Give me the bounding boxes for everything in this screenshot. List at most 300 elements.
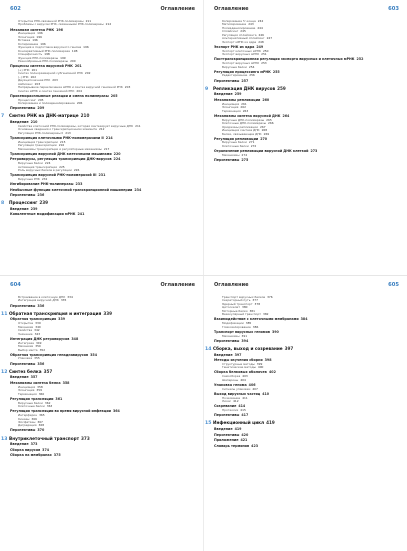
- entry-page-number: 368: [38, 423, 45, 428]
- entry-title: Интеграза: [18, 340, 34, 345]
- subsection-entry: [214, 388, 399, 391]
- running-head-title: Оглавление: [160, 6, 195, 12]
- entry-page-number: 339: [58, 317, 66, 322]
- subsection-entry: [214, 66, 399, 69]
- running-head-title: Оглавление: [214, 6, 249, 12]
- entry-page-number: 224: [113, 157, 121, 162]
- spread-lower: [0, 275, 407, 550]
- entry-title: Механизмы синтеза белка: [10, 380, 61, 385]
- entry-title: Двухцепочечная РНК: [18, 78, 51, 83]
- entry-page-number: 385: [245, 321, 252, 326]
- entry-title: Непрерывное переключение мРНК и синтез вирусной геномной РНК: [18, 85, 123, 90]
- subsection-entry: [214, 53, 399, 56]
- entry-page-number: 376: [267, 295, 273, 299]
- section-entry: [214, 434, 399, 438]
- entry-page-number: 198: [44, 52, 50, 57]
- entry-page-number: 204: [76, 88, 82, 93]
- entry-page-number: 348: [71, 336, 79, 341]
- entry-title: Функция РНК-полимеразы: [18, 55, 59, 60]
- entry-title: Фосфатазы: [18, 419, 36, 424]
- subsection-entry: [10, 349, 195, 352]
- subsection-entry: [214, 154, 399, 157]
- entry-page-number: 205: [110, 93, 118, 98]
- page-number: 603: [388, 6, 399, 12]
- entry-title: Необычные функции клеточной транскрипционной машинерии: [10, 187, 133, 192]
- entry-title: Транскрипция вирусной РНК-полимеразой III: [10, 173, 97, 178]
- entry-page-number: 254: [248, 64, 255, 69]
- entry-page-number: 264: [282, 113, 290, 118]
- entry-title: Клеточные белки: [18, 404, 45, 409]
- entry-title: Экспорт мРНК из ядра: [222, 39, 257, 44]
- section-entry: [214, 93, 399, 97]
- entry-page-number: 419: [234, 427, 242, 432]
- entry-page-number: 196: [83, 45, 89, 50]
- entry-title: Везикулярный транспорт: [222, 312, 261, 317]
- running-head-title: Оглавление: [214, 282, 249, 288]
- entry-page-number: 367: [37, 419, 43, 424]
- entry-page-number: 357: [30, 375, 38, 380]
- entry-title: Введение: [214, 427, 233, 432]
- entry-page-number: 196: [56, 27, 63, 32]
- entry-title: Ковалентные модификации мРНК: [10, 212, 76, 217]
- entry-page-number: 214: [105, 135, 113, 140]
- entry-title: Экспорт РНК из ядра: [214, 44, 255, 49]
- entry-title: Методы изучения сборки: [214, 358, 263, 363]
- entry-page-number: 211: [135, 123, 141, 128]
- entry-page-number: 380: [242, 305, 248, 310]
- chapter-number: 9: [205, 86, 209, 92]
- entry-page-number: 355: [34, 356, 40, 361]
- entry-page-number: 245: [240, 29, 246, 34]
- entry-title: Перспективы: [10, 361, 36, 366]
- entry-page-number: 203: [52, 78, 58, 83]
- entry-page-number: 354: [90, 352, 98, 357]
- entry-title: Активация транскрипции: [18, 164, 58, 169]
- entry-page-number: 246: [258, 32, 264, 37]
- entry-page-number: 196: [32, 38, 38, 43]
- entry-page-number: 398: [264, 358, 272, 363]
- entry-page-number: 266: [268, 121, 274, 126]
- entry-title: Перспективы: [214, 157, 240, 162]
- entry-page-number: 417: [241, 413, 249, 418]
- entry-page-number: 382: [262, 312, 269, 317]
- chapter-entry: [1, 368, 195, 375]
- entry-title: Обратная транскрипция гепаднавирусов: [10, 352, 89, 357]
- entry-page-number: 339: [35, 321, 41, 326]
- entry-title: Гликозилирование: [222, 324, 251, 329]
- entry-title: Механизм: [18, 324, 34, 329]
- entry-title: Секреторный путь: [222, 298, 251, 303]
- entry-title: (+) РНК: [18, 67, 30, 72]
- subsection-entry: [10, 60, 195, 63]
- entry-title: Почкование: [222, 395, 241, 400]
- entry-title: Механизмы: [222, 152, 240, 157]
- entry-title: Элонгация: [222, 105, 239, 110]
- section-entry: [10, 107, 195, 111]
- entry-page-number: 202: [30, 74, 37, 79]
- entry-page-number: 370: [37, 428, 45, 433]
- section-entry: [10, 305, 195, 309]
- entry-page-number: 210: [80, 113, 90, 119]
- entry-page-number: 236: [37, 193, 45, 198]
- entry-title: Процессы синтеза вирусной РНК: [10, 64, 73, 69]
- entry-page-number: 362: [44, 400, 51, 405]
- chapter-number: 11: [1, 311, 8, 317]
- entry-page-number: 239: [39, 200, 49, 206]
- toc-list: [205, 19, 399, 163]
- entry-title: Упаковка: [18, 356, 33, 361]
- entry-title: Транспорт вирусных белков: [222, 295, 266, 299]
- entry-page-number: 256: [249, 73, 255, 78]
- entry-title: Ориджины репликации: [222, 124, 259, 129]
- subsection-entry: [214, 400, 399, 403]
- entry-page-number: 386: [252, 324, 259, 329]
- entry-title: Регуляция трансляции: [10, 396, 54, 401]
- chapter-entry: [205, 345, 399, 352]
- entry-title: Вирусные белки: [222, 64, 247, 69]
- entry-page-number: 359: [36, 388, 42, 393]
- chapter-number: 8: [1, 201, 5, 207]
- entry-title: Транскрипция вирусной ДНК клеточными машинами: [10, 151, 112, 156]
- section-entry: [10, 153, 195, 157]
- section-entry: [214, 354, 399, 358]
- entry-page-number: 397: [284, 345, 294, 351]
- entry-page-number: 358: [37, 384, 43, 389]
- section-entry: [10, 429, 195, 433]
- entry-title: Экспорт клеточных мРНК: [222, 48, 261, 53]
- section-entry: [214, 439, 399, 443]
- entry-page-number: 402: [269, 370, 276, 375]
- entry-title: Инициация синтеза ДНК: [222, 128, 260, 133]
- entry-page-number: 196: [36, 34, 42, 39]
- entry-title: Специфичность: [18, 52, 43, 57]
- entry-page-number: 209: [37, 106, 45, 111]
- entry-page-number: 374: [42, 447, 50, 452]
- entry-page-number: 226: [73, 168, 80, 173]
- entry-title: Процессинг: [9, 200, 38, 206]
- entry-page-number: 275: [241, 157, 249, 162]
- section-entry: [10, 443, 195, 447]
- entry-title: Белки, связывающие ДНК: [222, 131, 262, 136]
- subsection-entry: [10, 299, 195, 302]
- entry-title: Сигналы упаковки: [222, 386, 251, 391]
- entry-page-number: 403: [242, 374, 248, 379]
- entry-page-number: 271: [248, 140, 255, 145]
- entry-page-number: 357: [43, 368, 53, 374]
- entry-page-number: 263: [242, 108, 249, 113]
- toc-list: [1, 19, 195, 217]
- entry-page-number: 239: [30, 206, 38, 211]
- entry-page-number: 215: [59, 139, 66, 144]
- entry-title: Проблемы с вирусом РНК, связанными РНК-полимеразы: [18, 22, 104, 27]
- entry-title: Кэпирование и полиаденилирование: [18, 101, 75, 106]
- chapter-number: 12: [1, 369, 8, 375]
- entry-title: Лизис: [222, 399, 232, 404]
- entry-title: Вирусные белки: [18, 161, 43, 166]
- entry-page-number: 216: [58, 143, 65, 148]
- entry-title: Встраивание в клеточную ДНК: [18, 295, 66, 299]
- chapter-entry: [1, 310, 195, 317]
- entry-page-number: 394: [241, 338, 249, 343]
- entry-title: Значение: [18, 331, 33, 336]
- entry-page-number: 247: [266, 36, 273, 41]
- entry-page-number: 352: [39, 347, 46, 352]
- entry-page-number: 257: [241, 78, 249, 83]
- subsection-entry: [10, 178, 195, 181]
- running-head: [10, 6, 195, 15]
- subsection-entry: [10, 357, 195, 360]
- entry-page-number: 242: [257, 19, 264, 23]
- section-entry: [10, 454, 195, 458]
- entry-page-number: 252: [356, 57, 364, 62]
- entry-title: Сборка, выход и созревание: [213, 345, 283, 351]
- entry-page-number: 343: [34, 331, 41, 336]
- entry-title: Синтез мРНК и синтез геномной РНК: [18, 88, 75, 93]
- subsection-entry: [214, 335, 399, 338]
- subsection-entry: [10, 424, 195, 427]
- entry-title: Прокеморасплывные реакции и смена полимеразы: [10, 93, 109, 98]
- section-entry: [214, 428, 399, 432]
- subsection-entry: [214, 379, 399, 382]
- subsection-entry: [214, 313, 399, 316]
- entry-page-number: 421: [240, 438, 248, 443]
- subsection-entry: [10, 132, 195, 135]
- entry-page-number: 196: [40, 41, 46, 46]
- entry-page-number: 261: [241, 101, 247, 106]
- entry-title: Внутриклеточный транспорт: [9, 435, 79, 441]
- entry-title: Клеточные ДНК-полимеразы: [222, 121, 267, 126]
- subsection-entry: [214, 110, 399, 113]
- entry-title: Перспективы: [214, 78, 240, 83]
- entry-page-number: 334: [67, 295, 73, 299]
- entry-page-number: 400: [257, 365, 264, 370]
- entry-page-number: 361: [55, 396, 63, 401]
- section-entry: [10, 208, 195, 212]
- entry-title: Инициация транскрипции: [18, 139, 58, 144]
- section-entry: [10, 183, 195, 187]
- chapter-entry: [1, 200, 195, 207]
- entry-page-number: 373: [30, 442, 38, 447]
- entry-title: Перспективы: [10, 193, 36, 198]
- entry-title: Ограничение репликации вирусной ДНК клеткой: [214, 148, 309, 153]
- entry-page-number: 244: [257, 25, 263, 30]
- entry-title: Структурные методы: [222, 361, 255, 366]
- entry-page-number: 267: [260, 124, 266, 129]
- entry-title: Элонгация: [18, 388, 35, 393]
- entry-title: Сборка на мембранах: [10, 453, 52, 458]
- entry-page-number: 404: [240, 377, 246, 382]
- entry-page-number: 407: [252, 386, 258, 391]
- entry-page-number: 241: [77, 212, 85, 217]
- entry-page-number: 210: [30, 120, 38, 125]
- entry-title: Приложение: [214, 438, 239, 443]
- entry-title: Механизмы синтеза вирусной ДНК: [214, 113, 281, 118]
- entry-title: Инфекционный цикл: [213, 420, 265, 426]
- entry-title: Вирусные РНК: [18, 177, 40, 182]
- entry-title: Регуляция РНК-полимеразы II: [18, 130, 64, 135]
- entry-page-number: 397: [234, 352, 242, 357]
- entry-title: Киназы: [18, 416, 30, 421]
- entry-title: Выход вирусных частиц: [214, 391, 261, 396]
- entry-page-number: 212: [105, 22, 112, 27]
- entry-title: Интерферон: [18, 413, 38, 418]
- subsection-entry: [214, 326, 399, 329]
- entry-title: Перспективы: [214, 432, 240, 437]
- entry-page-number: 378: [254, 301, 261, 306]
- subsection-entry: [10, 23, 195, 26]
- entry-page-number: 339: [103, 310, 113, 316]
- chapter-entry: [205, 85, 399, 92]
- entry-page-number: 366: [31, 416, 37, 421]
- subsection-entry: [214, 145, 399, 148]
- entry-title: Терминация: [222, 108, 241, 113]
- entry-page-number: 349: [35, 340, 42, 345]
- entry-title: Введение: [10, 442, 29, 447]
- entry-page-number: 260: [262, 97, 270, 102]
- entry-page-number: 384: [300, 317, 308, 322]
- entry-page-number: 248: [258, 39, 264, 44]
- subsection-entry: [10, 90, 195, 93]
- entry-page-number: 269: [263, 131, 270, 136]
- section-entry: [10, 376, 195, 380]
- entry-title: Введение: [214, 92, 233, 97]
- entry-page-number: 217: [103, 146, 110, 151]
- entry-title: Вирусные ДНК-полимеразы: [222, 117, 265, 122]
- chapter-number: 15: [205, 421, 212, 427]
- subsection-entry: [214, 74, 399, 77]
- chapter-number: 13: [1, 436, 8, 442]
- section-entry: [10, 213, 195, 217]
- entry-title: Открытие РНК-связанной РНК-полимеразы: [18, 19, 84, 23]
- entry-page-number: 373: [81, 435, 90, 441]
- entry-title: Генетические методы: [222, 365, 256, 370]
- toc-list: [205, 295, 399, 448]
- section-entry: [10, 189, 195, 193]
- entry-page-number: 206: [76, 101, 83, 106]
- entry-page-number: 251: [261, 52, 267, 57]
- entry-title: Клеточные белки: [222, 143, 249, 148]
- entry-title: Альтернативный сплайсинг: [222, 36, 265, 41]
- entry-title: Репликация ДНК вирусов: [213, 85, 276, 91]
- entry-page-number: 411: [242, 395, 248, 400]
- entry-title: Протеолиз: [222, 408, 239, 413]
- entry-title: Механизм: [18, 344, 34, 349]
- subsection-entry: [214, 41, 399, 44]
- entry-title: Инициация: [18, 31, 36, 36]
- entry-page-number: 336: [37, 303, 45, 308]
- entry-page-number: 274: [241, 152, 248, 157]
- entry-page-number: 364: [112, 409, 120, 414]
- entry-page-number: 415: [240, 408, 246, 413]
- entry-title: Перспективы: [10, 106, 36, 111]
- entry-title: Основные сведения о транскрипционном элементе: [18, 127, 97, 132]
- entry-title: Обратная транскрипция и интеграция: [9, 310, 102, 316]
- subsection-entry: [10, 393, 195, 396]
- entry-page-number: 205: [38, 97, 44, 102]
- section-entry: [214, 159, 399, 163]
- entry-title: Вирусные белки: [18, 400, 43, 405]
- entry-page-number: 420: [241, 432, 249, 437]
- entry-page-number: 253: [261, 61, 267, 66]
- subsection-entry: [10, 405, 195, 408]
- toc-page: [0, 276, 203, 551]
- entry-page-number: 342: [34, 328, 40, 333]
- entry-page-number: 225: [59, 164, 65, 169]
- entry-title: Роль вирусных белков в регуляции: [18, 168, 72, 173]
- entry-page-number: 213: [65, 130, 71, 135]
- entry-title: Свойства клеточной РНК-полимеразы, которая синтезирует вирусные ДНК: [18, 123, 134, 128]
- entry-title: Обратная транскрипция: [10, 317, 57, 322]
- page-number: 602: [10, 6, 21, 12]
- entry-title: Механизмы транскрипции и регуляторные механизмы: [18, 146, 102, 151]
- subsection-entry: [214, 133, 399, 136]
- entry-title: Регуляция транскрипции: [18, 143, 57, 148]
- entry-title: Посттранскрипционная регуляция экспорта вирусных и клеточных мРНК: [214, 57, 355, 62]
- section-entry: [214, 80, 399, 84]
- entry-page-number: 203: [34, 81, 41, 86]
- entry-title: Разнообразные РНК-полимеразы: [18, 59, 69, 64]
- entry-title: Ингибирование РНК-полимеразы: [10, 182, 74, 187]
- entry-title: Введение: [10, 206, 29, 211]
- entry-title: Консервативный РНК-полимераза: [18, 48, 70, 53]
- entry-title: (–) РНК: [18, 74, 29, 79]
- running-head-title: Оглавление: [160, 282, 195, 288]
- entry-page-number: 202: [84, 71, 91, 76]
- toc-page: [0, 0, 203, 275]
- entry-title: Инициация: [18, 384, 36, 389]
- entry-page-number: 391: [241, 333, 248, 338]
- entry-title: Механизм синтеза РНК: [10, 27, 55, 32]
- entry-title: Сплайсинг: [222, 29, 239, 34]
- subsection-entry: [10, 333, 195, 336]
- entry-title: Синтез белка: [9, 368, 42, 374]
- entry-title: Сборка белковых оболочек: [214, 370, 268, 375]
- entry-title: Созревание: [214, 404, 237, 409]
- entry-page-number: 399: [256, 361, 263, 366]
- entry-title: Регуляция трансляции во время вирусной инфекции: [10, 409, 111, 414]
- entry-page-number: 233: [75, 182, 83, 187]
- entry-page-number: 365: [39, 413, 45, 418]
- entry-title: Вирусные белки: [222, 140, 247, 145]
- entry-page-number: 265: [266, 117, 272, 122]
- entry-title: Введение: [10, 120, 29, 125]
- entry-page-number: 272: [250, 143, 257, 148]
- entry-page-number: 201: [74, 64, 82, 69]
- subsection-entry: [10, 102, 195, 105]
- entry-page-number: 200: [70, 59, 76, 64]
- subsection-entry: [214, 366, 399, 369]
- entry-title: Регуляция сплайсинга: [222, 32, 257, 37]
- entry-page-number: 220: [113, 151, 121, 156]
- entry-title: Модификации: [222, 321, 244, 326]
- entry-page-number: 250: [262, 48, 269, 53]
- entry-page-number: 360: [38, 391, 45, 396]
- entry-title: Цитоскелет: [222, 305, 240, 310]
- entry-page-number: 203: [124, 85, 131, 90]
- entry-title: Самосборка: [222, 374, 241, 379]
- section-entry: [10, 194, 195, 198]
- entry-title: Кэпирование 5'-конца: [222, 19, 256, 23]
- entry-page-number: 377: [252, 298, 258, 303]
- entry-page-number: 410: [262, 391, 270, 396]
- entry-title: Редактирование: [222, 73, 248, 78]
- entry-title: Перспективы: [214, 413, 240, 418]
- entry-page-number: 406: [248, 382, 256, 387]
- entry-title: Функция и подготовка вирусного генома: [18, 45, 82, 50]
- entry-page-number: 419: [266, 420, 275, 426]
- subsection-entry: [214, 409, 399, 412]
- entry-title: Механизмы: [222, 333, 240, 338]
